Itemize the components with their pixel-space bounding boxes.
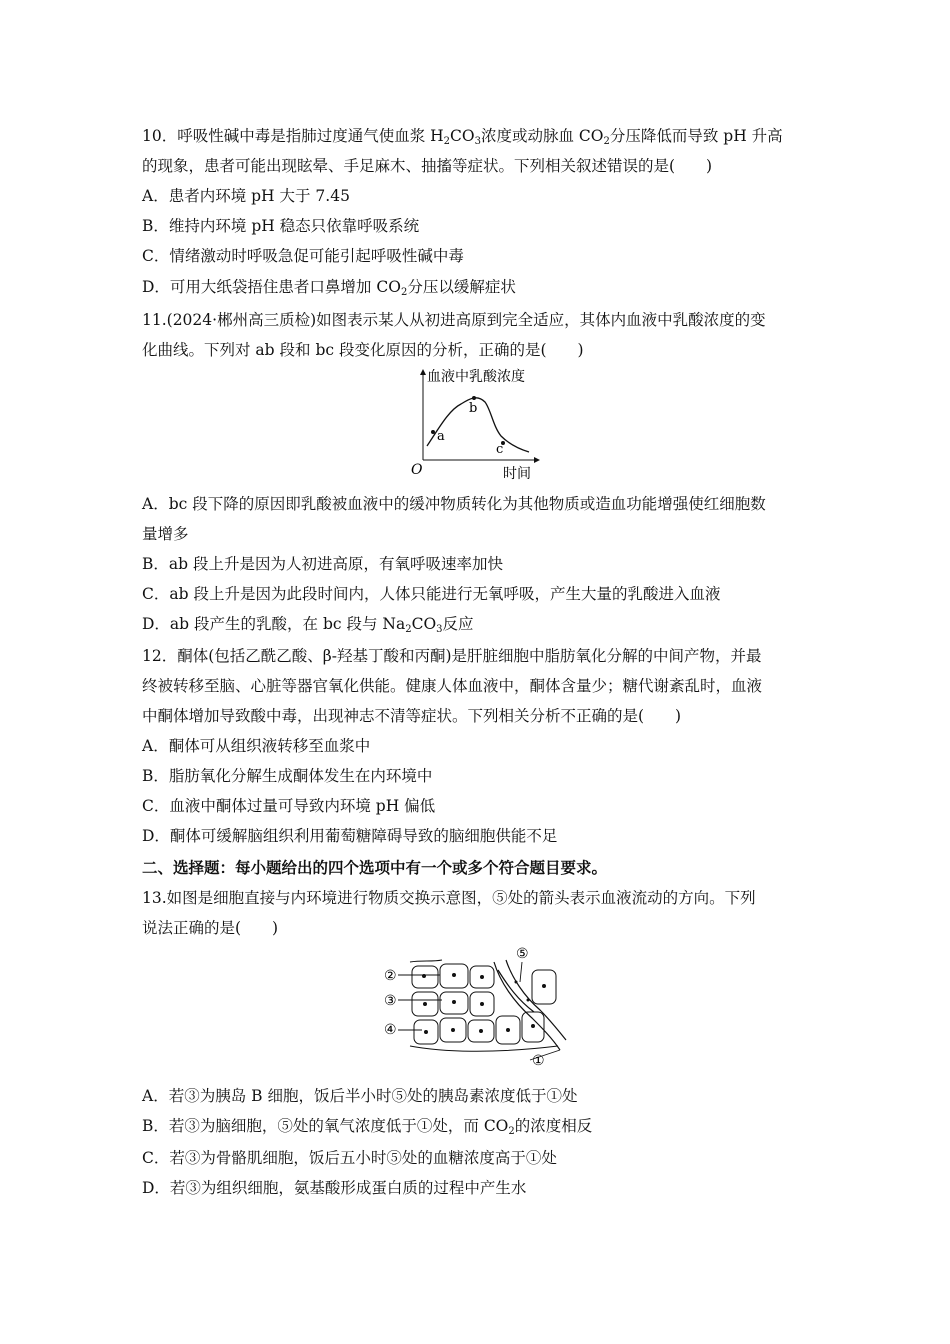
q10-stem-line2: 的现象，患者可能出现眩晕、手足麻木、抽搐等症状。下列相关叙述错误的是( )	[142, 157, 713, 175]
q11-option-d: D．ab 段产生的乳酸，在 bc 段与 $Na_2CO_3$反应	[142, 615, 474, 635]
q12-stem-line2: 终被转移至脑、心脏等器官氧化供能。健康人体血液中，酮体含量少；糖代谢紊乱时，血液	[142, 677, 763, 695]
label-1: ①	[532, 1053, 545, 1069]
q10-option-b: B．维持内环境 pH 稳态只依靠呼吸系统	[142, 217, 420, 235]
section2-heading: 二、选择题：每小题给出的四个选项中有一个或多个符合题目要求。	[142, 858, 608, 877]
q13-stem-line2: 说法正确的是( )	[142, 919, 279, 937]
q12-option-d: D．酮体可缓解脑组织利用葡萄糖障碍导致的脑细胞供能不足	[142, 827, 558, 845]
label-4: ④	[384, 1022, 397, 1038]
point-a-marker	[431, 430, 435, 434]
label-2: ②	[384, 968, 397, 984]
q12-stem-line1: 12．酮体(包括乙酰乙酸、β-羟基丁酸和丙酮)是肝脏细胞中脂肪氧化分解的中间产物，并最	[142, 647, 762, 665]
y-axis-label: 血液中乳酸浓度	[427, 369, 525, 385]
q10-option-a: A．患者内环境 pH 大于 7.45	[142, 187, 350, 205]
q10-option-c: C．情绪激动时呼吸急促可能引起呼吸性碱中毒	[142, 247, 464, 265]
q12-option-a: A．酮体可从组织液转移至血浆中	[142, 737, 371, 755]
q13-option-b: B．若③为脑细胞，⑤处的氧气浓度低于①处，而 $CO_2$的浓度相反	[142, 1117, 593, 1137]
q11-option-a-line1: A．bc 段下降的原因即乳酸被血液中的缓冲物质转化为其他物质或造血功能增强使红细胞数	[142, 495, 766, 513]
q11-option-c: C．ab 段上升是因为此段时间内，人体只能进行无氧呼吸，产生大量的乳酸进入血液	[142, 585, 721, 603]
x-axis-label: 时间	[503, 466, 531, 482]
q11-option-b: B．ab 段上升是因为人初进高原，有氧呼吸速率加快	[142, 555, 503, 573]
q13-option-d: D．若③为组织细胞，氨基酸形成蛋白质的过程中产生水	[142, 1179, 527, 1197]
origin-label: O	[411, 462, 423, 478]
label-5: ⑤	[516, 946, 529, 962]
q11-stem-line1: 11.(2024·郴州高三质检)如图表示某人从初进高原到完全适应，其体内血液中乳酸浓度的变	[142, 311, 766, 329]
q11-stem-line2: 化曲线。下列对 ab 段和 bc 段变化原因的分析，正确的是( )	[142, 341, 584, 359]
point-b-marker	[472, 396, 476, 400]
q12-option-b: B．脂肪氧化分解生成酮体发生在内环境中	[142, 767, 433, 785]
q13-option-c: C．若③为骨骼肌细胞，饭后五小时⑤处的血糖浓度高于①处	[142, 1149, 557, 1167]
tissue-exchange-figure	[382, 942, 572, 1072]
q13-stem-line1: 13.如图是细胞直接与内环境进行物质交换示意图，⑤处的箭头表示血液流动的方向。下列	[142, 889, 756, 907]
label-3: ③	[384, 993, 397, 1009]
cell-nuclei	[422, 973, 546, 1034]
lactate-curve-figure	[405, 366, 555, 484]
q10-option-d: D．可用大纸袋捂住患者口鼻增加 $CO_2$分压以缓解症状	[142, 278, 516, 298]
point-a-label: a	[437, 429, 445, 444]
point-c-label: c	[496, 442, 504, 457]
q10-stem-line1: 10．呼吸性碱中毒是指肺过度通气使血浆 $H_2CO_3$浓度或动脉血 $CO_2$分压降低而导致 pH 升高	[142, 127, 783, 147]
q12-stem-line3: 中酮体增加导致酸中毒，出现神志不清等症状。下列相关分析不正确的是( )	[142, 707, 682, 725]
q11-option-a-line2: 量增多	[142, 525, 189, 543]
q13-option-a: A．若③为胰岛 B 细胞，饭后半小时⑤处的胰岛素浓度低于①处	[142, 1087, 578, 1105]
point-b-label: b	[469, 401, 478, 416]
q12-option-c: C．血液中酮体过量可导致内环境 pH 偏低	[142, 797, 436, 815]
